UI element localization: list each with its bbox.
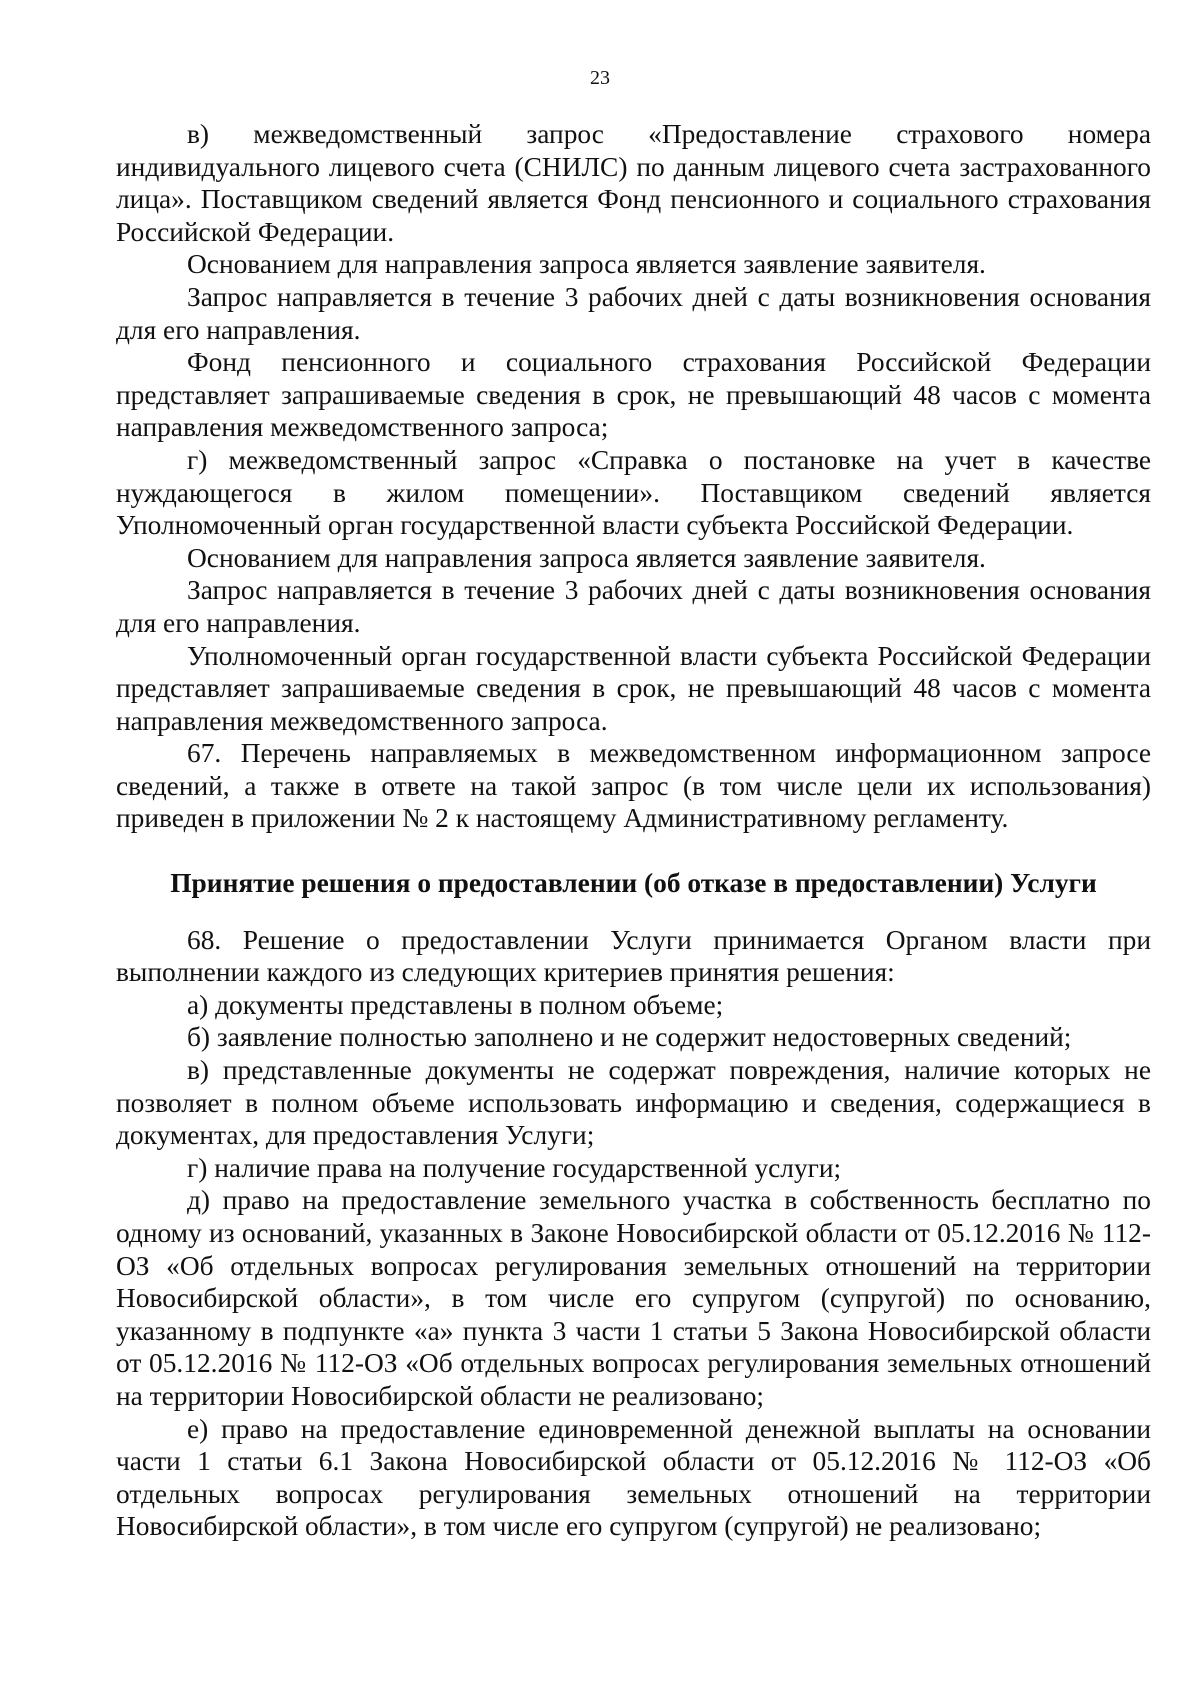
page-number: 23 [590,67,610,89]
paragraph-67: 67. Перечень направляемых в межведомственном информационном запросе сведений, а также в ответе на такой запрос (в том числе цели их использования) приведен в приложении № 2 к настоящему Административному регламенту. [116,738,1151,834]
criterion-b: б) заявление полностью заполнено и не содержит недостоверных сведений; [187,1022,1072,1053]
paragraph-housing-request: г) межведомственный запрос «Справка о постановке на учет в качестве нуждающегося в жилом помещении». Поставщиком сведений является Уполномоченный орган государственной власти субъекта Российской Федерации. [116,444,1151,541]
criterion-d: д) право на предоставление земельного участка в собственность бесплатно по одному из оснований, указанных в Законе Новосибирской области от 05.12.2016 № 112-ОЗ «Об отдельных вопросах регулирования земельных отношений на территории Новосибирской области», в том числе его супругом (супругой) по основанию, указанному в подпункте «а» пункта 3 части 1 статьи 5 Закона Новосибирской области от 05.12.2016 № 112-ОЗ «Об отдельных вопросах регулирования земельных отношений на территории Новосибирской области не реализовано; [116,1185,1151,1411]
paragraph-authority-response: Уполномоченный орган государственной власти субъекта Российской Федерации представляет запрашиваемые сведения в срок, не превышающий 48 часов с момента направления межведомственного запроса. [116,640,1151,736]
criterion-a: а) документы представлены в полном объеме; [187,989,724,1020]
paragraph-request-basis-2: Основанием для направления запроса является заявление заявителя. [187,542,986,573]
criterion-g: г) наличие права на получение государственной услуги; [187,1152,842,1183]
criterion-v: в) представленные документы не содержат повреждения, наличие которых не позволяет в полном объеме использовать информацию и сведения, содержащиеся в документах, для предоставления Услуги; [116,1055,1151,1151]
document-body [116,118,1151,1543]
paragraph-fund-response: Фонд пенсионного и социального страхования Российской Федерации представляет запрашиваемые сведения в срок, не превышающий 48 часов с момента направления межведомственного запроса; [116,347,1151,443]
paragraph-68: 68. Решение о предоставлении Услуги принимается Органом власти при выполнении каждого из следующих критериев принятия решения: [116,924,1151,988]
paragraph-snils-request: в) межведомственный запрос «Предоставление страхового номера индивидуального лицевого счета (СНИЛС) по данным лицевого счета застрахованного лица». Поставщиком сведений является Фонд пенсионного и социального страхования Российской Федерации. [116,119,1151,247]
paragraph-request-deadline-2: Запрос направляется в течение 3 рабочих дней с даты возникновения основания для его направления. [116,575,1151,638]
section-heading: Принятие решения о предоставлении (об отказе в предоставлении) Услуги [170,868,1097,899]
paragraph-request-deadline: Запрос направляется в течение 3 рабочих дней с даты возникновения основания для его направления. [116,281,1151,345]
paragraph-request-basis: Основанием для направления запроса является заявление заявителя. [187,249,986,280]
criterion-e: е) право на предоставление единовременной денежной выплаты на основании части 1 статьи 6.1 Закона Новосибирской области от 05.12.2016 № 112-ОЗ «Об отдельных вопросах регулирования земельных отношений на территории Новосибирской области», в том числе его супругом (супругой) не реализовано; [116,1413,1151,1542]
